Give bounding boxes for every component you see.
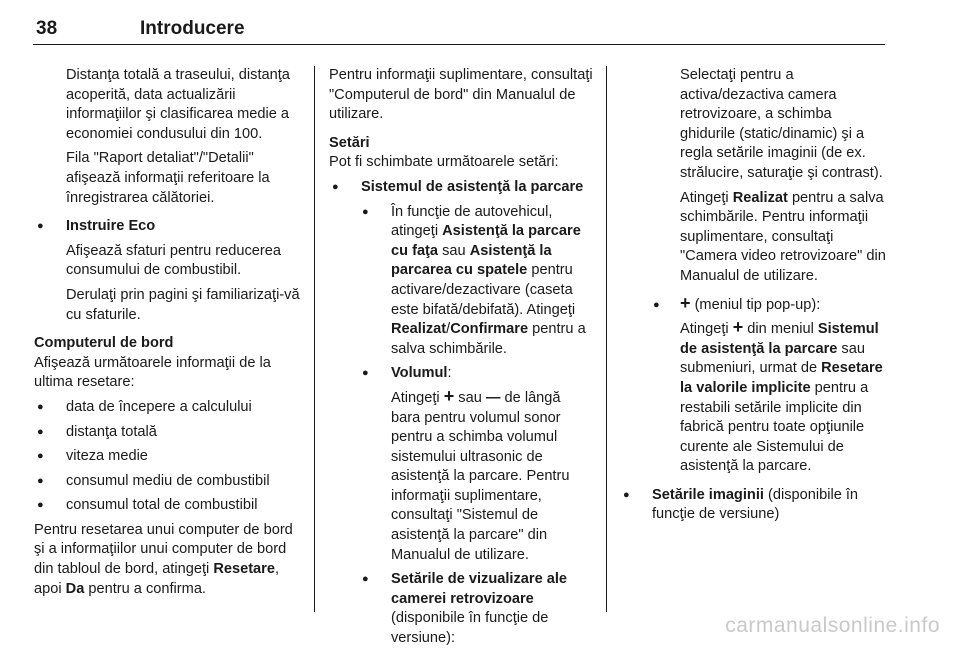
parking-assist-subitem: ● În funcţie de autovehicul, atingeţi Asistenţă la parcare cu faţa sau Asistenţă la parcarea cu spatele pentru activare/dezactivare (caseta este bifată/debifată). Atingeţi Realizat/Confirmare pentru a salva schimbările.	[329, 203, 593, 360]
popup-text: Atingeţi + din meniul Sistemul de asistenţă la parcare sau submeniuri, urmat de Resetare la valorile implicite pentru a restabili setările implicite din fabrică pentru toate opţiunile curente ale Sistemului de asistenţă la parcare.	[680, 317, 883, 475]
popup-subitem: ● + (meniul tip pop-up):	[620, 296, 888, 316]
image-settings-bullet: ● Setările imaginii (disponibile în funcţie de versiune)	[620, 486, 888, 525]
trip-intro: Afişează următoarele informaţii de la ultima resetare:	[34, 354, 271, 391]
camera-subitem: ● Setările de vizualizare ale camerei retrovizoare	[329, 570, 593, 609]
settings-intro: Pot fi schimbate următoarele setări:	[329, 154, 559, 171]
list-item: ● consumul mediu de combustibil	[34, 472, 302, 492]
column-2	[329, 66, 593, 649]
column-3	[620, 66, 888, 525]
eco-text-1: Afişează sfaturi pentru reducerea consumului de combustibil.	[66, 242, 281, 279]
header-divider	[33, 44, 885, 45]
eco-title: Instruire Eco	[66, 218, 156, 235]
list-item: ● viteza medie	[34, 447, 302, 467]
eco-text-2: Derulaţi prin pagini şi familiarizaţi-vă cu sfaturile.	[66, 286, 300, 323]
column-divider-1	[314, 66, 315, 612]
column-divider-2	[606, 66, 607, 612]
detailed-report-text: Fila "Raport detaliat"/"Detalii" afişează informaţii referitoare la înregistrarea călătoriei.	[66, 150, 270, 206]
watermark: carmanualsonline.info	[725, 614, 940, 637]
list-item: ● data de începere a calculului	[34, 398, 302, 418]
plus-icon: +	[443, 385, 455, 406]
plus-icon: +	[680, 292, 691, 313]
reset-text: Pentru resetarea unui computer de bord şi a informaţiilor unui computer de bord din tabloul de bord, atingeţi Resetare, apoi Da pentru a confirma.	[34, 521, 293, 597]
page-number: 38	[36, 18, 58, 39]
minus-icon: —	[485, 389, 501, 406]
trip-summary-text: Distanţa totală a traseului, distanţa acoperită, data actualizării informaţiilor şi clasificarea medie a economiei condusului din 100.	[66, 67, 290, 142]
plus-icon: +	[732, 317, 744, 338]
camera-subitem-text: (disponibile în funcţie de versiune):	[391, 610, 549, 647]
trip-computer-ref: Pentru informaţii suplimentare, consultaţi "Computerul de bord" din Manualul de utilizare.	[329, 67, 593, 123]
eco-bullet	[34, 217, 302, 237]
page-header	[28, 6, 888, 46]
parking-assist-bullet: ● Sistemul de asistenţă la parcare	[329, 178, 593, 198]
trip-computer-heading: Computerul de bord	[34, 335, 174, 352]
list-item: ● distanţa totală	[34, 423, 302, 443]
camera-save-text: Atingeţi Realizat pentru a salva schimbările. Pentru informaţii suplimentare, consultaţi "Camera video retrovizoare" din Manualul de utilizare.	[680, 189, 886, 284]
list-item: ● consumul total de combustibil	[34, 496, 302, 516]
chapter-title: Introducere	[140, 18, 245, 39]
volume-text: Atingeţi + sau — de lângă bara pentru volumul sonor pentru a schimba volumul sistemului ultrasonic de asistenţă la parcare. Pentru informaţii suplimentare, consultaţi "Sistemul de asistenţă la parcare" din Manualul de utilizare.	[391, 385, 570, 563]
camera-text: Selectaţi pentru a activa/dezactiva camera retrovizoare, a schimba ghidurile (static/dinamic) şi a regla setările imaginii (de ex. strălucire, saturaţie şi contrast).	[680, 67, 883, 181]
settings-heading: Setări	[329, 134, 370, 151]
volume-subitem: ● Volumul:	[329, 364, 593, 384]
column-1	[34, 66, 302, 599]
